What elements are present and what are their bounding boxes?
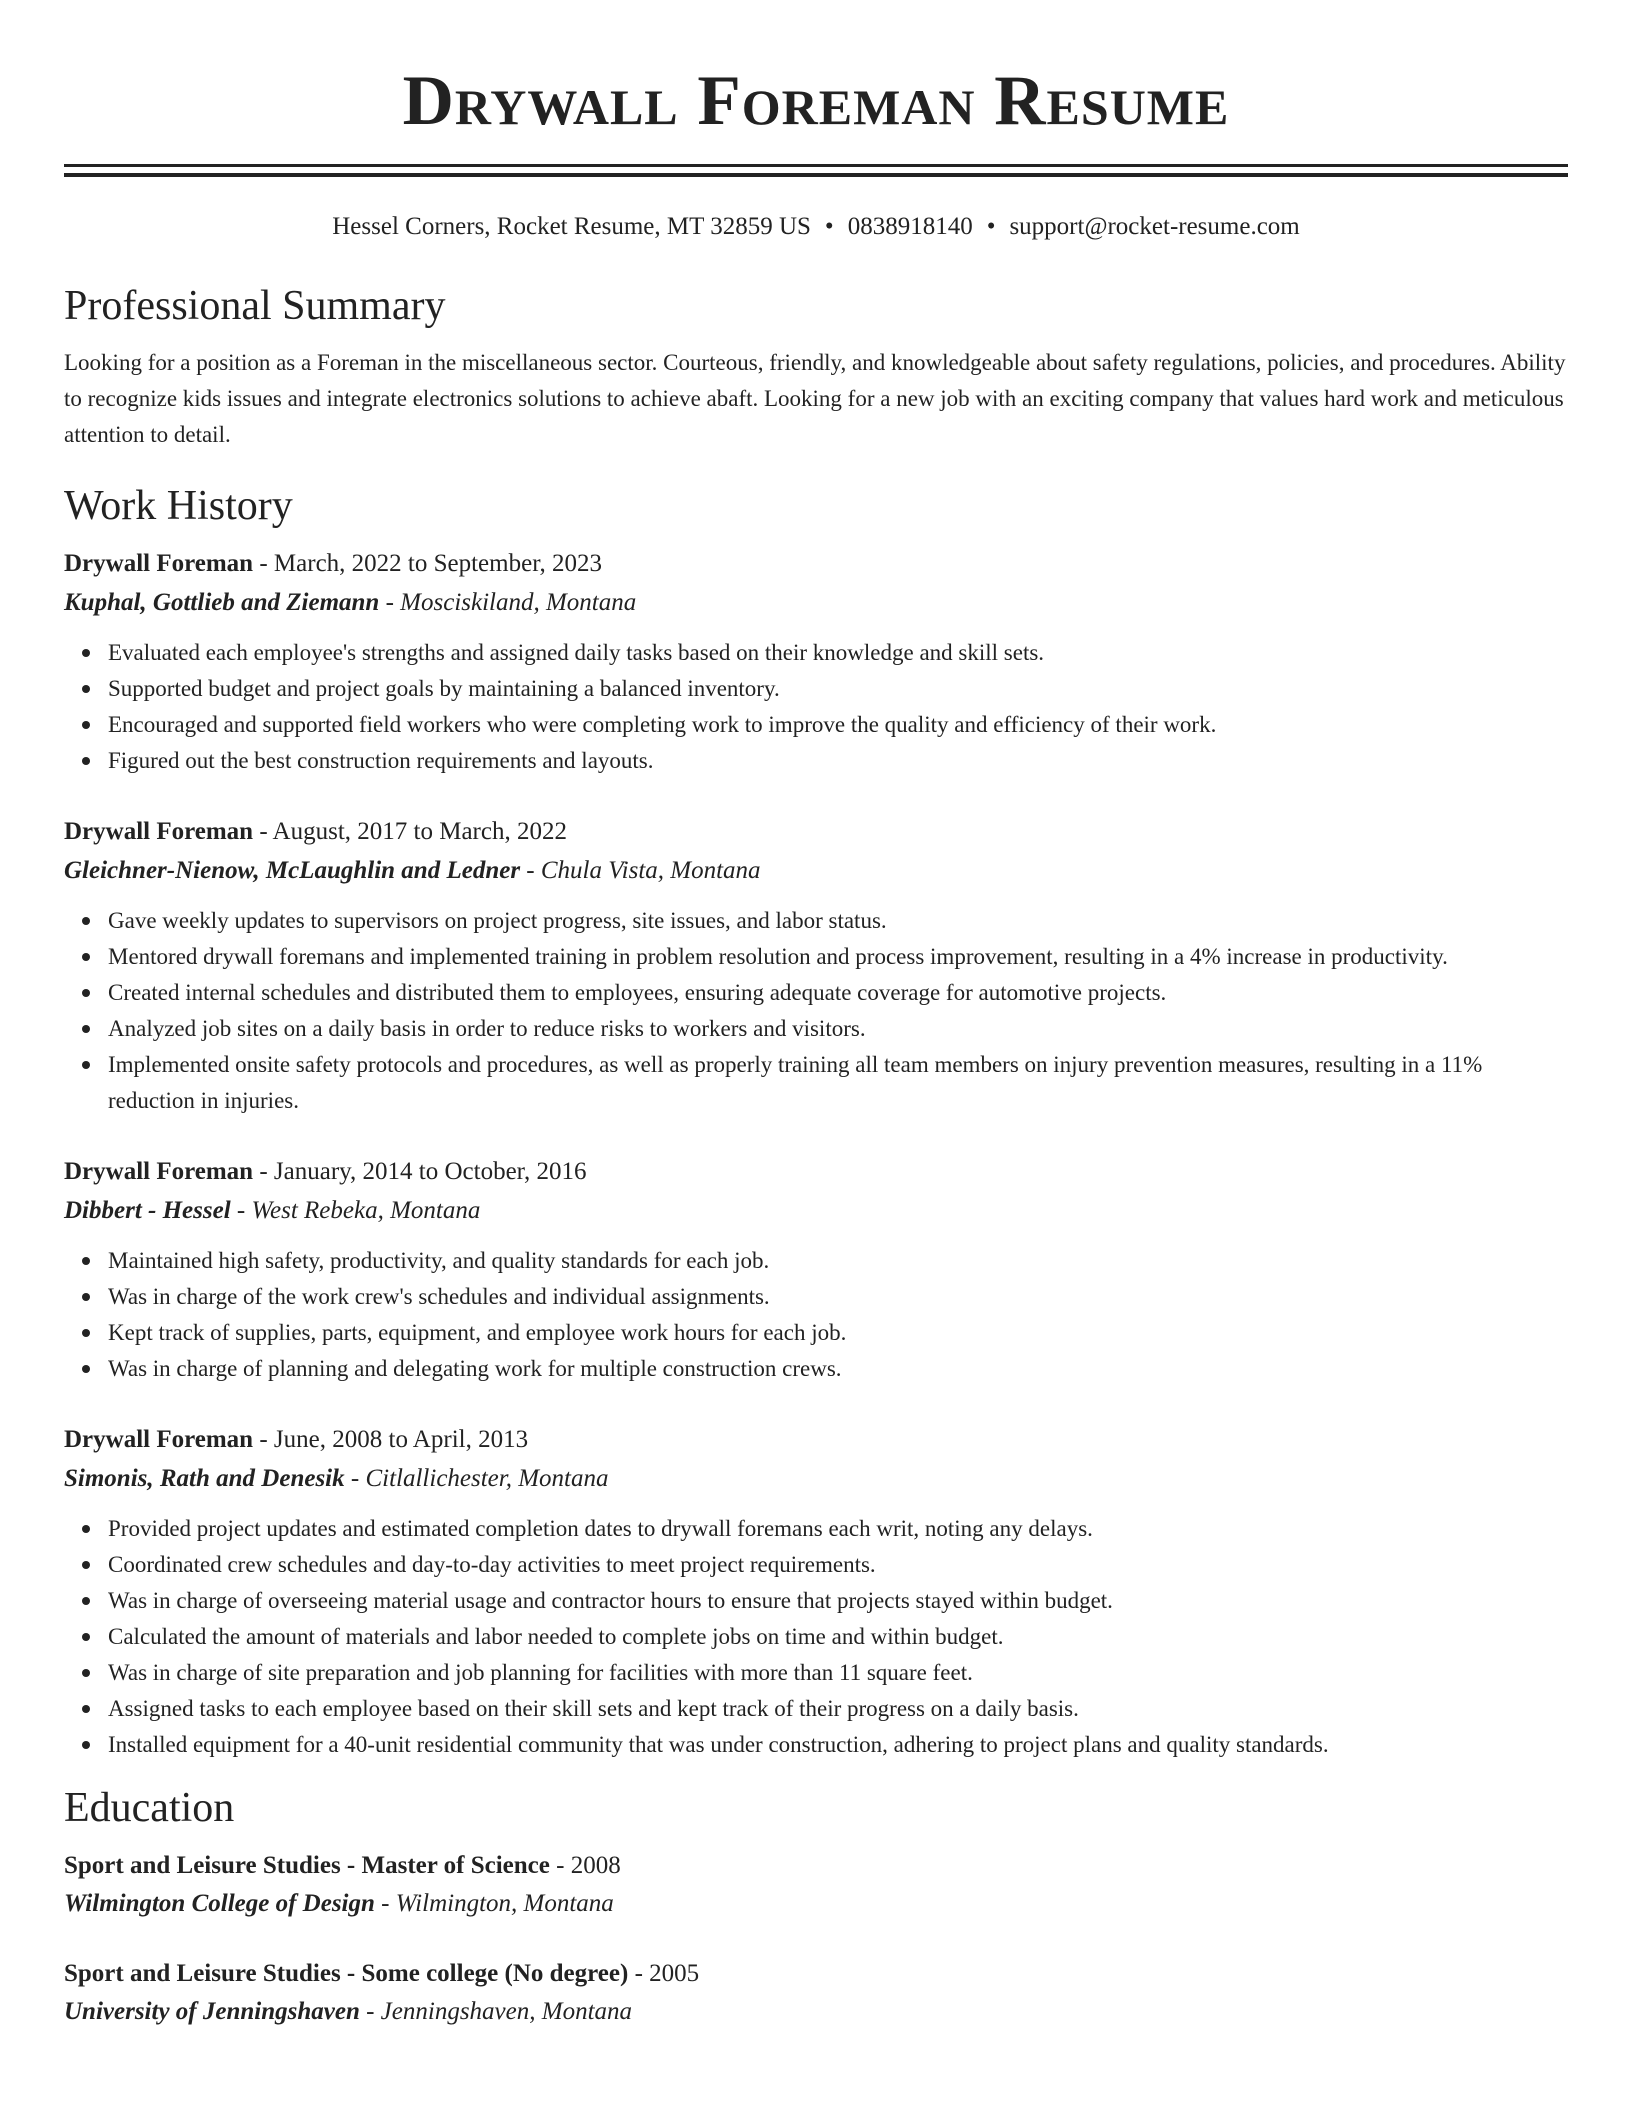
- job-role: Drywall Foreman: [64, 1158, 254, 1185]
- job-bullet: Was in charge of site preparation and job planning for facilities with more than 11 square feet.: [108, 1655, 1568, 1691]
- education-entry: [64, 1847, 1568, 1923]
- contact-phone: 0838918140: [847, 213, 973, 240]
- job-bullet: Was in charge of planning and delegating work for multiple construction crews.: [108, 1351, 1568, 1387]
- job-bullet-list: [64, 1511, 1568, 1763]
- job-role: Drywall Foreman: [64, 818, 254, 845]
- job-bullet: Analyzed job sites on a daily basis in order to reduce risks to workers and visitors.: [108, 1011, 1568, 1047]
- job-company: Simonis, Rath and Denesik: [64, 1465, 345, 1492]
- education-school: University of Jenningshaven: [64, 1998, 360, 2025]
- job-bullet: Gave weekly updates to supervisors on project progress, site issues, and labor status.: [108, 903, 1568, 939]
- job-location: - West Rebeka, Montana: [230, 1197, 481, 1224]
- job-entry: [64, 545, 1568, 779]
- job-bullet: Encouraged and supported field workers who were completing work to improve the quality and efficiency of their work.: [108, 707, 1568, 743]
- job-location: - Mosciskiland, Montana: [379, 589, 637, 616]
- job-dates: - June, 2008 to April, 2013: [253, 1426, 529, 1453]
- job-title-line: [64, 813, 1568, 851]
- job-entry: [64, 1421, 1568, 1763]
- job-dates: - March, 2022 to September, 2023: [253, 550, 603, 577]
- contact-separator: •: [986, 213, 996, 240]
- job-bullet-list: [64, 903, 1568, 1119]
- contact-email: support@rocket-resume.com: [1009, 213, 1300, 240]
- job-bullet: Figured out the best construction requirements and layouts.: [108, 743, 1568, 779]
- contact-separator: •: [824, 213, 834, 240]
- job-bullet: Evaluated each employee's strengths and assigned daily tasks based on their knowledge and skill sets.: [108, 635, 1568, 671]
- job-bullet: Installed equipment for a 40-unit residential community that was under construction, adhering to project plans and quality standards.: [108, 1727, 1568, 1763]
- job-location: - Chula Vista, Montana: [520, 857, 761, 884]
- title-divider-bottom: [64, 173, 1568, 177]
- job-bullet: Maintained high safety, productivity, and quality standards for each job.: [108, 1243, 1568, 1279]
- education-entry: [64, 1955, 1568, 2031]
- education-degree-line: [64, 1955, 1568, 1993]
- job-company: Dibbert - Hessel: [64, 1197, 231, 1224]
- job-bullet: Was in charge of the work crew's schedules and individual assignments.: [108, 1279, 1568, 1315]
- education-school-line: [64, 1885, 1568, 1923]
- education-degree: Sport and Leisure Studies - Some college (No degree): [64, 1960, 629, 1987]
- job-company-line: [64, 583, 1568, 623]
- job-bullet-list: [64, 1243, 1568, 1387]
- job-dates: - August, 2017 to March, 2022: [253, 818, 567, 845]
- education-year: - 2005: [628, 1960, 700, 1987]
- job-bullet: Was in charge of overseeing material usage and contractor hours to ensure that projects stayed within budget.: [108, 1583, 1568, 1619]
- job-entry: [64, 1153, 1568, 1387]
- job-bullet-list: [64, 635, 1568, 779]
- job-company-line: [64, 1459, 1568, 1499]
- job-bullet: Implemented onsite safety protocols and procedures, as well as properly training all team members on injury prevention measures, resulting in a 11% reduction in injuries.: [108, 1047, 1568, 1119]
- education-location: - Jenningshaven, Montana: [359, 1998, 633, 2025]
- education-location: - Wilmington, Montana: [374, 1890, 614, 1917]
- education-degree-line: [64, 1847, 1568, 1885]
- job-bullet: Supported budget and project goals by maintaining a balanced inventory.: [108, 671, 1568, 707]
- work-history-heading: Work History: [64, 483, 293, 529]
- job-title-line: [64, 1153, 1568, 1191]
- job-title-line: [64, 1421, 1568, 1459]
- title-divider-top: [64, 164, 1568, 167]
- education-degree: Sport and Leisure Studies - Master of Science: [64, 1852, 550, 1879]
- education-school: Wilmington College of Design: [64, 1890, 375, 1917]
- job-bullet: Provided project updates and estimated completion dates to drywall foremans each writ, noting any delays.: [108, 1511, 1568, 1547]
- job-bullet: Coordinated crew schedules and day-to-day activities to meet project requirements.: [108, 1547, 1568, 1583]
- summary-heading: Professional Summary: [64, 283, 446, 329]
- summary-text: Looking for a position as a Foreman in the miscellaneous sector. Courteous, friendly, and knowledgeable about safety regulations, policies, and procedures. Ability to recognize kids issues and integrate electronics solutions to achieve abaft. Looking for a new job with an exciting company that values hard work and meticulous attention to detail.: [64, 350, 1566, 447]
- job-bullet: Assigned tasks to each employee based on their skill sets and kept track of their progress on a daily basis.: [108, 1691, 1568, 1727]
- job-bullet: Calculated the amount of materials and labor needed to complete jobs on time and within budget.: [108, 1619, 1568, 1655]
- contact-line: [64, 211, 1568, 243]
- education-heading: Education: [64, 1785, 235, 1831]
- job-location: - Citlallichester, Montana: [344, 1465, 609, 1492]
- contact-address: Hessel Corners, Rocket Resume, MT 32859 US: [332, 213, 811, 240]
- education-school-line: [64, 1993, 1568, 2031]
- job-dates: - January, 2014 to October, 2016: [253, 1158, 587, 1185]
- education-year: - 2008: [549, 1852, 621, 1879]
- job-bullet: Mentored drywall foremans and implemented training in problem resolution and process improvement, resulting in a 4% increase in productivity.: [108, 939, 1568, 975]
- job-title-line: [64, 545, 1568, 583]
- page-title: Drywall Foreman Resume: [402, 62, 1230, 140]
- job-company: Gleichner-Nienow, McLaughlin and Ledner: [64, 857, 521, 884]
- job-role: Drywall Foreman: [64, 550, 254, 577]
- job-company-line: [64, 851, 1568, 891]
- job-entry: [64, 813, 1568, 1119]
- job-bullet: Created internal schedules and distributed them to employees, ensuring adequate coverage for automotive projects.: [108, 975, 1568, 1011]
- job-company-line: [64, 1191, 1568, 1231]
- job-company: Kuphal, Gottlieb and Ziemann: [64, 589, 380, 616]
- job-role: Drywall Foreman: [64, 1426, 254, 1453]
- job-bullet: Kept track of supplies, parts, equipment, and employee work hours for each job.: [108, 1315, 1568, 1351]
